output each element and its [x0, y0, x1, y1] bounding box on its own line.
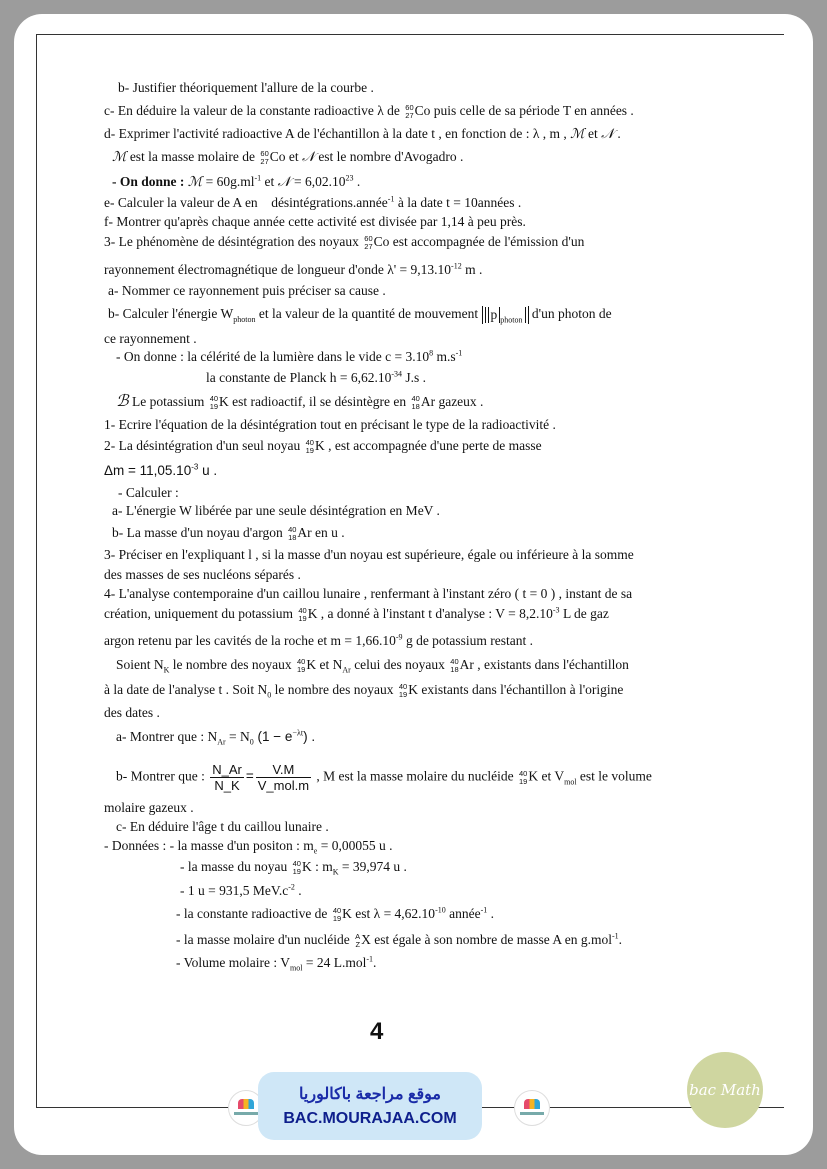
text-line: ℳ est la masse molaire de 60 27 Co et 𝒩 est le nombre d'Avogadro .: [112, 148, 464, 166]
text-line: - la constante radioactive de 40 19 K est $\lambda = 4,62.10^{-10}$ année$^{-1}$ .: [176, 905, 495, 923]
text-line: e- Calculer la valeur de A en désintégrations.année$^{-1}$ à la date t = 10années .: [104, 194, 522, 210]
text-line: - On donne : ℳ = $60g.ml^{-1}$ et 𝒩 = $6,02.10^{23}$ .: [112, 173, 361, 189]
isotope-co: 60 27: [405, 102, 414, 120]
text-line: ce rayonnement .: [104, 331, 197, 346]
site-url-link[interactable]: BAC.MOURAJAA.COM: [283, 1110, 457, 1127]
text-line: 2- La désintégration d'un seul noyau 40 19 K , est accompagnée d'une perte de masse: [104, 437, 542, 455]
text-line: la constante de Planck $h = 6,62.10^{-34}$ J.s .: [206, 369, 427, 385]
text-line: - Calculer :: [118, 485, 179, 500]
text-line: b- Calculer l'énergie $W_{photon}$ et la valeur de la quantité de mouvement p $_{photon}$ d'un photon de: [108, 306, 612, 325]
text-line: d- Exprimer l'activité radioactive A de l'échantillon à la date t , en fonction de : λ , m , ℳ et 𝒩 .: [104, 126, 621, 141]
text-line: b- Montrer que : $\frac{N\_Ar}{N\_K}$ = $\frac{V.M}{\text{V\_mol.m}}$ , M est la masse molaire du nucléide 40 19 K et $V_{mol}$ est le volume: [116, 762, 652, 793]
site-banner[interactable]: [258, 1072, 482, 1140]
text-line: des dates .: [104, 705, 160, 720]
page-number: 4: [370, 1018, 384, 1045]
site-name-arabic: موقع مراجعة باكالوريا: [299, 1086, 441, 1103]
text-line: a- L'énergie W libérée par une seule désintégration en MeV .: [112, 503, 440, 518]
text-line: 3- Le phénomène de désintégration des noyaux 60 27 Co est accompagnée de l'émission d'un: [104, 233, 585, 251]
text-line: 1- Ecrire l'équation de la désintégration tout en précisant le type de la radioactivité .: [104, 417, 556, 432]
text-line: - 1 u = 931,5 $MeV.c^{-2}$ .: [180, 882, 302, 898]
text-line: - Volume molaire : $V_{mol} = 24$ L.mol$^{-1}$.: [176, 954, 377, 973]
text-line: molaire gazeux .: [104, 800, 194, 815]
text-line: b- La masse d'un noyau d'argon 40 18 Ar en u .: [112, 524, 345, 542]
bac-math-badge: bac Math: [687, 1052, 763, 1128]
text-line: a- Montrer que : $N_{Ar} = N_0$ $(1 - e^{-\lambda t})$ .: [116, 728, 316, 747]
text-line: ℬ Le potassium 40 19 K est radioactif, il se désintègre en 40 18 Ar gazeux .: [116, 393, 484, 411]
momentum-norm: p $_{photon}$: [482, 306, 529, 324]
text-line: $\Delta m = 11,05.10^{-3}$ u .: [104, 462, 218, 478]
fraction-n: $\frac{N\_Ar}{N\_K}$: [212, 762, 242, 793]
fraction-v: $\frac{V.M}{\text{V\_mol.m}}$: [257, 762, 310, 793]
text-line: c- En déduire l'âge t du caillou lunaire .: [116, 819, 329, 834]
text-line: rayonnement électromagnétique de longueur d'onde $\lambda' = 9,13.10^{-12}$ m .: [104, 261, 483, 277]
site-logo-icon: [514, 1090, 550, 1126]
text-line: 3- Préciser en l'expliquant l , si la masse d'un noyau est supérieure, égale ou inférieure à la somme: [104, 547, 634, 562]
text-line: des masses de ses nucléons séparés .: [104, 567, 301, 582]
text-line: a- Nommer ce rayonnement puis préciser sa cause .: [108, 283, 386, 298]
text-line: c- En déduire la valeur de la constante radioactive λ de 60 27 Co puis celle de sa période T en années .: [104, 102, 634, 120]
text-line: - Données : - la masse d'un positon : $m_e = 0,00055$ u .: [104, 838, 393, 856]
text-line: f- Montrer qu'après chaque année cette activité est divisée par 1,14 à peu près.: [104, 214, 526, 229]
text-line: - la masse molaire d'un nucléide A Z X est égale à son nombre de masse A en g.mol$^{-1}$.: [176, 931, 623, 949]
text-line: création, uniquement du potassium 40 19 K , a donné à l'instant t d'analyse : $V = 8,2.10^{-3}$ L de gaz: [104, 605, 609, 623]
text-line: argon retenu par les cavités de la roche et $m = 1,66.10^{-9}$ g de potassium restant .: [104, 632, 534, 648]
text-line: 4- L'analyse contemporaine d'un caillou lunaire , renfermant à l'instant zéro ( t = 0 ) , instant de sa: [104, 586, 633, 601]
text-line: Soient $N_K$ le nombre des noyaux 40 19 K et $N_{Ar}$ celui des noyaux 40 18 Ar , existants dans l'échantillon: [116, 656, 629, 675]
text-line: b- Justifier théoriquement l'allure de la courbe .: [118, 80, 374, 95]
text-line: à la date de l'analyse t . Soit $N_0$ le nombre des noyaux 40 19 K existants dans l'échantillon à l'origine: [104, 681, 624, 700]
text-line: - la masse du noyau 40 19 K : $m_K = 39,974$ u .: [180, 858, 407, 877]
text-line: - On donne : la célérité de la lumière dans le vide $c = 3.10^8$ $m.s^{-1}$: [116, 348, 463, 364]
